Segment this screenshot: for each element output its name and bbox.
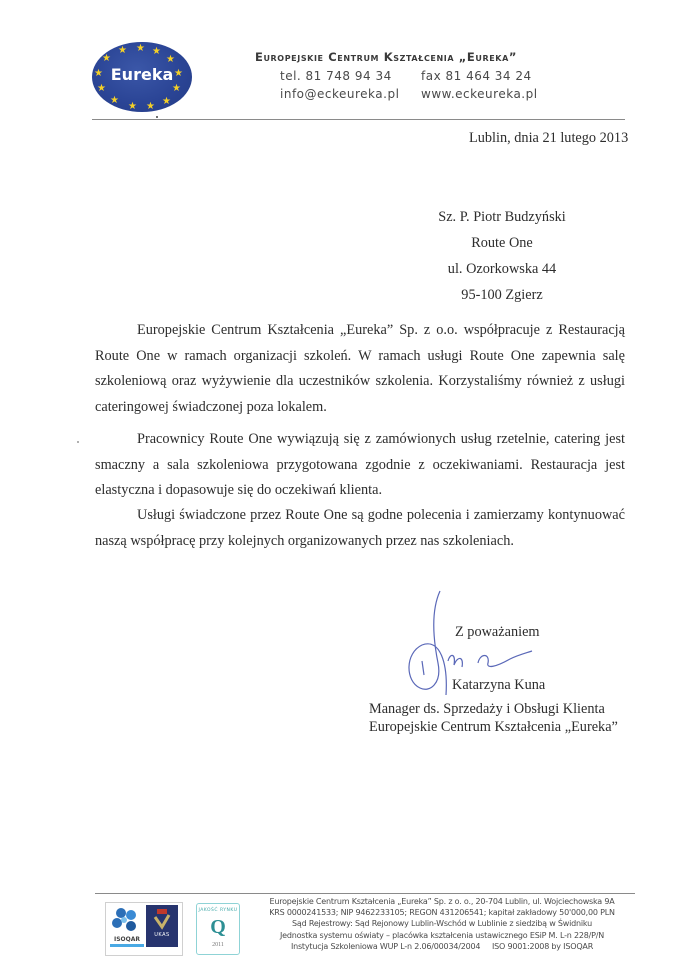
star-icon: ★	[94, 68, 103, 79]
isoqar-badge	[109, 906, 143, 950]
star-icon: ★	[128, 101, 137, 112]
signer-block	[369, 700, 618, 736]
letter-paragraph-1	[95, 318, 625, 420]
footer-line-2: KRS 0000241533; NIP 9462233105; REGON 431206541; kapitał zakładowy 50'000,00 PLN	[269, 908, 615, 918]
footer-line-4: Jednostka systemu oświaty – placówka kształcenia ustawicznego ESiP M. L-n 228/P/N	[279, 930, 605, 940]
certification-badges	[105, 902, 183, 956]
star-icon: ★	[152, 46, 161, 57]
star-icon: ★	[146, 101, 155, 112]
footer-divider	[95, 893, 635, 894]
signer-name: Katarzyna Kuna	[452, 677, 546, 693]
logo-text: Eureka	[110, 65, 174, 84]
website-link[interactable]: www.eckeureka.pl	[421, 87, 538, 101]
isoqar-flower-icon	[109, 906, 143, 936]
header-divider	[92, 119, 625, 120]
recipient-name: Sz. P. Piotr Budzyński	[438, 209, 566, 225]
isoqar-bar	[110, 944, 144, 947]
paragraph-text: Europejskie Centrum Kształcenia „Eureka” Sp. z o.o. współpracuje z Restauracją Route One w ramach organizacji szkoleń. W ramach usługi Route One zapewnia salę szkoleniową oraz wyżywienie dla uczestników szkolenia. Korzystaliśmy również z usługi cateringowej świadczonej poza lokalem.	[95, 322, 625, 415]
closing: Z poważaniem	[455, 624, 540, 640]
star-icon: ★	[174, 68, 183, 79]
paragraph-text: Usługi świadczone przez Route One są godne polecenia i zamierzamy kontynuować naszą współpracę przy kolejnych organizowanych przez nas szkoleniach.	[95, 507, 625, 549]
star-icon: ★	[102, 53, 111, 64]
letter-paragraph-3	[95, 503, 625, 554]
footer-line-3: Sąd Rejestrowy: Sąd Rejonowy Lublin-Wschód w Lublinie z siedzibą w Świdniku	[292, 919, 592, 929]
star-icon: ★	[110, 95, 119, 106]
mark-dot	[156, 116, 158, 118]
footer-line-1: Europejskie Centrum Kształcenia „Eureka” Sp. z o. o., 20-704 Lublin, ul. Wojciechowska 9A	[269, 897, 615, 906]
star-icon: ★	[97, 83, 106, 94]
q-letter: Q	[210, 916, 226, 938]
star-icon: ★	[166, 54, 175, 65]
org-name: Europejskie Centrum Kształcenia „Eureka”	[255, 50, 518, 64]
recipient-street: ul. Ozorkowska 44	[447, 261, 557, 277]
star-icon: ★	[172, 83, 181, 94]
crown-check-icon	[146, 905, 178, 931]
signer-title: Manager ds. Sprzedaży i Obsługi Klienta	[369, 701, 605, 717]
recipient-address	[429, 204, 575, 308]
recipient-company: Route One	[471, 235, 533, 251]
ukas-badge	[146, 905, 178, 947]
signer-org: Europejskie Centrum Kształcenia „Eureka”	[369, 719, 618, 735]
phone: tel. 81 748 94 34	[280, 69, 392, 83]
footer-line-5: Instytucja Szkoleniowa WUP L-n 2.06/00034/2004 ISO 9001:2008 by ISOQAR	[290, 941, 594, 951]
isoqar-label: ISOQAR	[113, 936, 141, 943]
q-arc-text: JAKOŚĆ RYNKU	[198, 908, 238, 913]
fax: fax 81 464 34 24	[421, 69, 532, 83]
star-icon: ★	[136, 43, 145, 54]
email-link[interactable]: info@eckeureka.pl	[280, 87, 400, 101]
q-year: 2011	[212, 942, 224, 948]
place-date: Lublin, dnia 21 lutego 2013	[469, 130, 629, 146]
recipient-city: 95-100 Zgierz	[461, 287, 543, 303]
letter-paragraph-2	[95, 427, 625, 504]
footer-company-info	[252, 896, 632, 952]
eureka-logo	[92, 42, 192, 112]
star-icon: ★	[118, 45, 127, 56]
margin-mark	[77, 441, 79, 443]
ukas-label: UKAS	[154, 932, 170, 938]
paragraph-text: Pracownicy Route One wywiązują się z zamówionych usług rzetelnie, catering jest smaczny a sala szkoleniowa przygotowana zgodnie z oczekiwaniami. Restauracja jest elastyczna i dopasowuje się do oczekiwań klienta.	[95, 431, 625, 498]
quality-badge	[196, 903, 240, 955]
star-icon: ★	[162, 96, 171, 107]
